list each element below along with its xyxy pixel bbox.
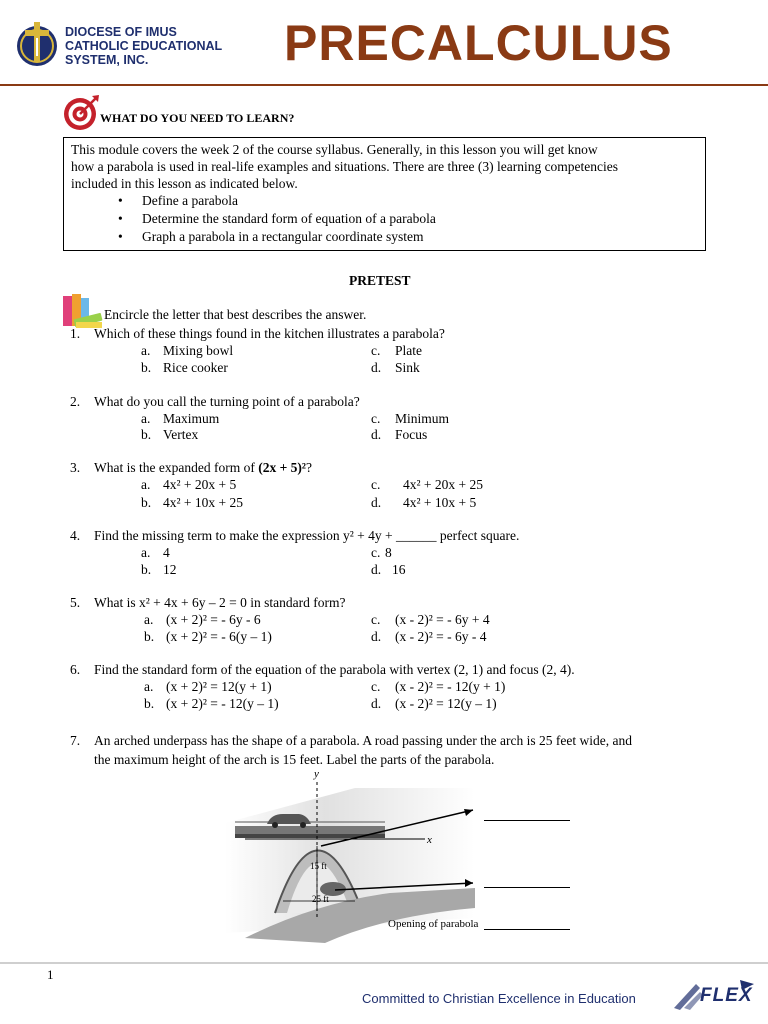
bullet-dot: •	[118, 193, 123, 208]
x-axis-label: x	[427, 834, 432, 846]
question-text: Find the standard form of the equation of the parabola with vertex (2, 1) and focus (2, 4).	[94, 662, 575, 677]
choice-text: Sink	[395, 360, 420, 375]
choice-letter: d.	[371, 360, 382, 375]
bullet-dot: •	[118, 211, 123, 226]
choice-letter: b.	[141, 360, 152, 375]
choice-text: Vertex	[163, 427, 199, 442]
choice-text: Minimum	[395, 411, 450, 426]
choice-text: 12	[163, 562, 177, 577]
choice-letter: c.	[371, 679, 381, 694]
question-number: 5.	[70, 595, 81, 610]
choice-letter: c.	[371, 411, 381, 426]
choice-text: (x + 2)² = - 6(y – 1)	[166, 629, 272, 644]
choice-text: (x - 2)² = - 12(y + 1)	[395, 679, 506, 694]
choice-letter: c.	[371, 477, 381, 492]
diocese-logo	[14, 18, 60, 70]
header-divider	[0, 84, 768, 86]
learn-bullet-3: Graph a parabola in a rectangular coordinate system	[142, 229, 424, 244]
choice-text: 8	[385, 545, 392, 560]
choice-text: Mixing bowl	[163, 343, 234, 358]
question-text: What do you call the turning point of a parabola?	[94, 394, 360, 409]
choice-letter: a.	[144, 612, 154, 627]
answer-blank-1[interactable]	[484, 820, 570, 821]
choice-letter: c.	[371, 612, 381, 627]
learn-bullet-1: Define a parabola	[142, 193, 238, 208]
choice-letter: a.	[141, 411, 151, 426]
choice-text: 16	[392, 562, 406, 577]
question-text-line-1: An arched underpass has the shape of a parabola. A road passing under the arch is 25 feet wide, and	[94, 733, 632, 748]
question-text: Which of these things found in the kitchen illustrates a parabola?	[94, 326, 445, 341]
org-name-line-1: DIOCESE OF IMUS	[65, 25, 177, 39]
choice-text: Plate	[395, 343, 422, 358]
choice-letter: d.	[371, 495, 382, 510]
footer-divider	[0, 962, 768, 964]
choice-text: 4	[163, 545, 170, 560]
question-suffix: ?	[305, 460, 312, 475]
choice-letter: d.	[371, 696, 382, 711]
choice-text: (x + 2)² = - 6y - 6	[166, 612, 261, 627]
question-text	[94, 459, 312, 476]
choice-letter: b.	[141, 562, 152, 577]
choice-letter: d.	[371, 562, 382, 577]
choice-text: Maximum	[163, 411, 220, 426]
choice-text: 4x² + 10x + 5	[403, 495, 477, 510]
question-number: 3.	[70, 460, 81, 475]
learn-heading: WHAT DO YOU NEED TO LEARN?	[100, 111, 295, 125]
choice-text: Focus	[395, 427, 428, 442]
learn-paragraph-line-1: This module covers the week 2 of the course syllabus. Generally, in this lesson you will get know	[71, 142, 598, 157]
page-title: PRECALCULUS	[284, 15, 673, 71]
choice-letter: a.	[141, 545, 151, 560]
choice-letter: b.	[144, 696, 155, 711]
choice-text: 4x² + 20x + 5	[163, 477, 237, 492]
question-number: 4.	[70, 528, 81, 543]
org-name-line-3: SYSTEM, INC.	[65, 53, 149, 67]
question-number: 2.	[70, 394, 81, 409]
y-axis-label: y	[314, 768, 319, 780]
choice-letter: b.	[141, 495, 152, 510]
choice-letter: b.	[141, 427, 152, 442]
choice-text: (x + 2)² = 12(y + 1)	[166, 679, 272, 694]
choice-letter: c.	[371, 343, 381, 358]
question-expression: (2x + 5)²	[258, 460, 306, 475]
choice-text: 4x² + 20x + 25	[403, 477, 484, 492]
choice-letter: c.	[371, 545, 381, 560]
height-label: 15 ft	[310, 861, 327, 871]
learn-bullet-2: Determine the standard form of equation of a parabola	[142, 211, 436, 226]
choice-letter: a.	[144, 679, 154, 694]
choice-text: (x - 2)² = - 6y + 4	[395, 612, 490, 627]
answer-blank-3[interactable]	[484, 929, 570, 930]
choice-letter: d.	[371, 427, 382, 442]
choice-text: (x - 2)² = 12(y – 1)	[395, 696, 497, 711]
pretest-instruction: Encircle the letter that best describes the answer.	[104, 307, 367, 322]
question-number: 7.	[70, 733, 81, 748]
question-text: Find the missing term to make the expression y² + 4y + ______ perfect square.	[94, 528, 520, 543]
choice-letter: a.	[141, 343, 151, 358]
footer-tagline: Committed to Christian Excellence in Education	[362, 991, 636, 1006]
opening-label: Opening of parabola	[388, 918, 479, 930]
learn-paragraph-line-3: included in this lesson as indicated below.	[71, 176, 298, 191]
choice-letter: d.	[371, 629, 382, 644]
question-number: 6.	[70, 662, 81, 677]
flex-logo-text: FLEX	[700, 985, 753, 1006]
target-icon	[61, 93, 101, 133]
question-number: 1.	[70, 326, 81, 341]
pretest-heading: PRETEST	[349, 273, 411, 288]
choice-letter: b.	[144, 629, 155, 644]
choice-text: Rice cooker	[163, 360, 228, 375]
question-text-prefix: What is the expanded form of	[94, 460, 255, 475]
width-label: 25 ft	[312, 894, 329, 904]
question-text: What is x² + 4x + 6y – 2 = 0 in standard form?	[94, 595, 346, 610]
learn-paragraph-line-2: how a parabola is used in real-life examples and situations. There are three (3) learning competencies	[71, 159, 619, 174]
choice-text: (x - 2)² = - 6y - 4	[395, 629, 487, 644]
org-name-line-2: CATHOLIC EDUCATIONAL	[65, 39, 223, 53]
choice-text: (x + 2)² = - 12(y – 1)	[166, 696, 279, 711]
choice-letter: a.	[141, 477, 151, 492]
bullet-dot: •	[118, 229, 123, 244]
underpass-figure	[205, 768, 585, 943]
answer-blank-2[interactable]	[484, 887, 570, 888]
page-number: 1	[47, 967, 54, 982]
question-text-line-2: the maximum height of the arch is 15 feet. Label the parts of the parabola.	[94, 752, 495, 767]
choice-text: 4x² + 10x + 25	[163, 495, 244, 510]
